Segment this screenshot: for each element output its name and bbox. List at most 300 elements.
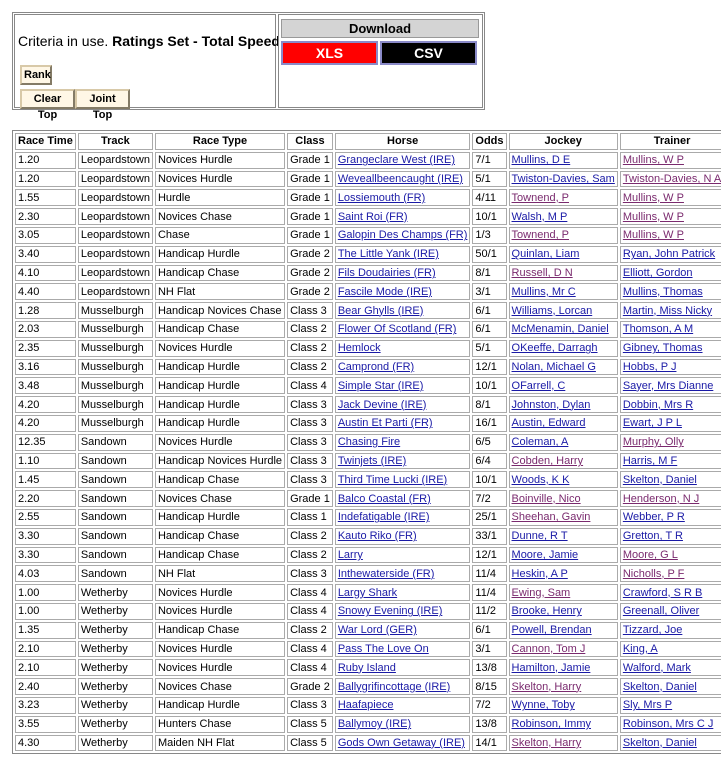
- jockey-link[interactable]: Mullins, D E: [511, 154, 571, 167]
- class-cell: Grade 1: [287, 152, 333, 169]
- race-type-cell: Handicap Hurdle: [155, 359, 285, 376]
- class-cell: Class 5: [287, 716, 333, 733]
- trainer-link[interactable]: Twiston-Davies, N A: [622, 172, 721, 185]
- horse-link[interactable]: Austin Et Parti (FR): [337, 417, 433, 430]
- race-type-cell: Handicap Hurdle: [155, 396, 285, 413]
- trainer-link[interactable]: Skelton, Daniel: [622, 736, 697, 749]
- race-time-cell: 2.35: [15, 340, 76, 357]
- jockey-cell: [509, 716, 618, 733]
- jockey-cell: [509, 490, 618, 507]
- odds-cell: 10/1: [472, 208, 506, 225]
- track-cell: Leopardstown: [78, 189, 153, 206]
- odds-cell: 5/1: [472, 171, 506, 188]
- class-cell: Grade 2: [287, 678, 333, 695]
- table-row: [15, 396, 721, 413]
- horse-link[interactable]: Lossiemouth (FR): [337, 191, 426, 204]
- table-row: [15, 434, 721, 451]
- trainer-cell: [620, 716, 721, 733]
- trainer-link[interactable]: Moore, G L: [622, 548, 678, 561]
- trainer-link[interactable]: Tizzard, Joe: [622, 624, 683, 637]
- odds-cell: 11/2: [472, 603, 506, 620]
- track-cell: Musselburgh: [78, 415, 153, 432]
- trainer-link[interactable]: Mullins, W P: [622, 154, 684, 167]
- jockey-link[interactable]: Townend, P: [511, 191, 570, 204]
- jockey-link[interactable]: Brooke, Henry: [511, 605, 582, 618]
- odds-cell: 3/1: [472, 641, 506, 658]
- class-cell: Grade 2: [287, 283, 333, 300]
- trainer-link[interactable]: Elliott, Gordon: [622, 266, 693, 279]
- class-cell: Class 2: [287, 321, 333, 338]
- horse-link[interactable]: Fascile Mode (IRE): [337, 285, 432, 298]
- class-cell: Class 4: [287, 659, 333, 676]
- horse-link[interactable]: Snowy Evening (IRE): [337, 605, 443, 618]
- class-cell: Class 4: [287, 584, 333, 601]
- horse-cell: [335, 735, 471, 752]
- table-row: [15, 697, 721, 714]
- horse-link[interactable]: Balco Coastal (FR): [337, 492, 431, 505]
- odds-cell: 8/15: [472, 678, 506, 695]
- race-type-cell: Novices Chase: [155, 208, 285, 225]
- table-body: [15, 152, 721, 752]
- track-cell: Wetherby: [78, 697, 153, 714]
- class-cell: Grade 1: [287, 189, 333, 206]
- jockey-link[interactable]: Twiston-Davies, Sam: [511, 172, 615, 185]
- horse-cell: [335, 171, 471, 188]
- odds-cell: 8/1: [472, 265, 506, 282]
- race-type-cell: Novices Hurdle: [155, 659, 285, 676]
- odds-cell: 11/4: [472, 584, 506, 601]
- jockey-link[interactable]: Townend, P: [511, 229, 570, 242]
- table-row: [15, 622, 721, 639]
- race-time-cell: 4.40: [15, 283, 76, 300]
- jockey-link[interactable]: Mullins, Mr C: [511, 285, 576, 298]
- trainer-cell: [620, 509, 721, 526]
- horse-cell: [335, 265, 471, 282]
- horse-link[interactable]: Bear Ghylls (IRE): [337, 304, 424, 317]
- trainer-link[interactable]: Ryan, John Patrick: [622, 248, 716, 261]
- trainer-link[interactable]: Murphy, Olly: [622, 436, 684, 449]
- trainer-cell: [620, 641, 721, 658]
- trainer-cell: [620, 528, 721, 545]
- track-cell: Sandown: [78, 565, 153, 582]
- trainer-link[interactable]: Ewart, J P L: [622, 417, 682, 430]
- trainer-cell: [620, 340, 721, 357]
- csv-download-button[interactable]: CSV: [380, 41, 477, 65]
- odds-cell: 16/1: [472, 415, 506, 432]
- table-row: [15, 528, 721, 545]
- rank-button[interactable]: Rank: [20, 65, 52, 85]
- race-time-cell: 4.10: [15, 265, 76, 282]
- jockey-link[interactable]: Skelton, Harry: [511, 680, 582, 693]
- table-row: [15, 415, 721, 432]
- jockey-link[interactable]: Russell, D N: [511, 266, 573, 279]
- race-time-cell: 4.20: [15, 396, 76, 413]
- race-type-cell: Handicap Chase: [155, 622, 285, 639]
- trainer-cell: [620, 152, 721, 169]
- horse-link[interactable]: Inthewaterside (FR): [337, 567, 435, 580]
- odds-cell: 10/1: [472, 377, 506, 394]
- race-type-cell: Novices Hurdle: [155, 641, 285, 658]
- horse-link[interactable]: Ruby Island: [337, 661, 396, 674]
- odds-cell: 6/5: [472, 434, 506, 451]
- race-type-cell: Handicap Novices Hurdle: [155, 453, 285, 470]
- trainer-link[interactable]: Hobbs, P J: [622, 360, 677, 373]
- horse-link[interactable]: Grangeclare West (IRE): [337, 154, 455, 167]
- track-cell: Musselburgh: [78, 302, 153, 319]
- race-time-cell: 3.30: [15, 547, 76, 564]
- race-time-cell: 3.48: [15, 377, 76, 394]
- odds-cell: 8/1: [472, 396, 506, 413]
- table-row: [15, 152, 721, 169]
- trainer-link[interactable]: Mullins, W P: [622, 229, 684, 242]
- track-cell: Sandown: [78, 509, 153, 526]
- race-type-cell: Handicap Hurdle: [155, 377, 285, 394]
- horse-link[interactable]: Haafapiece: [337, 699, 394, 712]
- race-time-cell: 3.30: [15, 528, 76, 545]
- jockey-link[interactable]: Quinlan, Liam: [511, 248, 580, 261]
- odds-cell: 5/1: [472, 340, 506, 357]
- race-type-cell: Novices Hurdle: [155, 340, 285, 357]
- jockey-link[interactable]: Skelton, Harry: [511, 736, 582, 749]
- class-cell: Grade 1: [287, 227, 333, 244]
- class-cell: Grade 1: [287, 490, 333, 507]
- jockey-link[interactable]: Coleman, A: [511, 436, 569, 449]
- horse-link[interactable]: Ballygrifincottage (IRE): [337, 680, 451, 693]
- track-cell: Sandown: [78, 453, 153, 470]
- race-type-cell: Handicap Novices Chase: [155, 302, 285, 319]
- race-time-cell: 1.45: [15, 471, 76, 488]
- jockey-link[interactable]: Hamilton, Jamie: [511, 661, 591, 674]
- jockey-link[interactable]: Cannon, Tom J: [511, 642, 586, 655]
- odds-cell: 50/1: [472, 246, 506, 263]
- race-time-cell: 3.40: [15, 246, 76, 263]
- race-type-cell: Novices Hurdle: [155, 171, 285, 188]
- horse-cell: [335, 528, 471, 545]
- table-row: [15, 490, 721, 507]
- jockey-link[interactable]: Moore, Jamie: [511, 548, 579, 561]
- race-type-cell: Handicap Chase: [155, 471, 285, 488]
- jockey-cell: [509, 377, 618, 394]
- jockey-link[interactable]: Cobden, Harry: [511, 454, 584, 467]
- jockey-link[interactable]: OFarrell, C: [511, 379, 566, 392]
- track-cell: Wetherby: [78, 603, 153, 620]
- race-time-cell: 1.00: [15, 603, 76, 620]
- track-cell: Leopardstown: [78, 171, 153, 188]
- horse-link[interactable]: Simple Star (IRE): [337, 379, 424, 392]
- jockey-cell: [509, 265, 618, 282]
- trainer-cell: [620, 246, 721, 263]
- header-odds[interactable]: Odds: [472, 133, 506, 150]
- horse-link[interactable]: Weveallbeencaught (IRE): [337, 172, 463, 185]
- trainer-cell: [620, 359, 721, 376]
- horse-cell: [335, 490, 471, 507]
- trainer-cell: [620, 622, 721, 639]
- race-time-cell: 3.16: [15, 359, 76, 376]
- header-track[interactable]: Track: [78, 133, 153, 150]
- horse-link[interactable]: Hemlock: [337, 342, 381, 355]
- horse-link[interactable]: Pass The Love On: [337, 642, 429, 655]
- horse-link[interactable]: Camprond (FR): [337, 360, 415, 373]
- table-row: [15, 377, 721, 394]
- jockey-cell: [509, 453, 618, 470]
- table-row: [15, 283, 721, 300]
- trainer-link[interactable]: Gibney, Thomas: [622, 342, 703, 355]
- trainer-cell: [620, 434, 721, 451]
- horse-link[interactable]: Chasing Fire: [337, 436, 401, 449]
- race-time-cell: 3.05: [15, 227, 76, 244]
- track-cell: Leopardstown: [78, 208, 153, 225]
- jockey-link[interactable]: Robinson, Immy: [511, 718, 592, 731]
- odds-cell: 13/8: [472, 659, 506, 676]
- jockey-link[interactable]: Boinville, Nico: [511, 492, 581, 505]
- trainer-cell: [620, 415, 721, 432]
- class-cell: Class 2: [287, 547, 333, 564]
- jockey-link[interactable]: Nolan, Michael G: [511, 360, 596, 373]
- table-row: [15, 321, 721, 338]
- jockey-cell: [509, 283, 618, 300]
- race-type-cell: Novices Hurdle: [155, 152, 285, 169]
- odds-cell: 3/1: [472, 283, 506, 300]
- xls-download-button[interactable]: XLS: [281, 41, 378, 65]
- class-cell: Class 3: [287, 396, 333, 413]
- header-class[interactable]: Class: [287, 133, 333, 150]
- horse-cell: [335, 453, 471, 470]
- jockey-cell: [509, 603, 618, 620]
- trainer-link[interactable]: Thomson, A M: [622, 323, 694, 336]
- table-row: [15, 171, 721, 188]
- track-cell: Musselburgh: [78, 321, 153, 338]
- horse-link[interactable]: Saint Roi (FR): [337, 210, 408, 223]
- trainer-cell: [620, 471, 721, 488]
- race-time-cell: 2.40: [15, 678, 76, 695]
- horse-cell: [335, 434, 471, 451]
- horse-link[interactable]: Fils Doudairies (FR): [337, 266, 436, 279]
- trainer-link[interactable]: King, A: [622, 642, 658, 655]
- track-cell: Wetherby: [78, 678, 153, 695]
- jockey-cell: [509, 509, 618, 526]
- jockey-link[interactable]: McMenamin, Daniel: [511, 323, 609, 336]
- race-time-cell: 2.10: [15, 641, 76, 658]
- race-type-cell: NH Flat: [155, 565, 285, 582]
- race-time-cell: 3.55: [15, 716, 76, 733]
- trainer-cell: [620, 490, 721, 507]
- class-cell: Grade 1: [287, 208, 333, 225]
- download-panel: [278, 14, 483, 108]
- race-time-cell: 2.55: [15, 509, 76, 526]
- jockey-cell: [509, 584, 618, 601]
- horse-cell: [335, 603, 471, 620]
- class-cell: Class 1: [287, 509, 333, 526]
- track-cell: Leopardstown: [78, 152, 153, 169]
- header-race-time[interactable]: Race Time: [15, 133, 76, 150]
- horse-link[interactable]: Ballymoy (IRE): [337, 718, 412, 731]
- horse-cell: [335, 678, 471, 695]
- horse-cell: [335, 302, 471, 319]
- race-time-cell: 4.20: [15, 415, 76, 432]
- horse-link[interactable]: Largy Shark: [337, 586, 398, 599]
- trainer-link[interactable]: Mullins, W P: [622, 191, 684, 204]
- trainer-link[interactable]: Sly, Mrs P: [622, 699, 673, 712]
- jockey-link[interactable]: Johnston, Dylan: [511, 398, 591, 411]
- trainer-link[interactable]: Walford, Mark: [622, 661, 691, 674]
- track-cell: Wetherby: [78, 641, 153, 658]
- trainer-link[interactable]: Greenall, Oliver: [622, 605, 700, 618]
- horse-cell: [335, 227, 471, 244]
- horse-link[interactable]: Larry: [337, 548, 363, 561]
- table-row: [15, 471, 721, 488]
- odds-cell: 1/3: [472, 227, 506, 244]
- horse-cell: [335, 152, 471, 169]
- race-time-cell: 2.30: [15, 208, 76, 225]
- horse-link[interactable]: Jack Devine (IRE): [337, 398, 427, 411]
- jockey-cell: [509, 565, 618, 582]
- track-cell: Musselburgh: [78, 359, 153, 376]
- trainer-link[interactable]: Nicholls, P F: [622, 567, 685, 580]
- jockey-link[interactable]: Walsh, M P: [511, 210, 568, 223]
- criteria-prefix: Criteria in use.: [18, 33, 109, 49]
- trainer-link[interactable]: Gretton, T R: [622, 530, 683, 543]
- trainer-link[interactable]: Skelton, Daniel: [622, 680, 697, 693]
- horse-link[interactable]: Indefatigable (IRE): [337, 511, 430, 524]
- track-cell: Leopardstown: [78, 227, 153, 244]
- jockey-link[interactable]: Wynne, Toby: [511, 699, 575, 712]
- jockey-link[interactable]: Dunne, R T: [511, 530, 568, 543]
- odds-cell: 7/2: [472, 697, 506, 714]
- trainer-link[interactable]: Dobbin, Mrs R: [622, 398, 694, 411]
- track-cell: Wetherby: [78, 622, 153, 639]
- horse-cell: [335, 547, 471, 564]
- trainer-link[interactable]: Martin, Miss Nicky: [622, 304, 713, 317]
- horse-link[interactable]: Kauto Riko (FR): [337, 530, 417, 543]
- results-table: [12, 130, 721, 754]
- trainer-link[interactable]: Robinson, Mrs C J: [622, 718, 714, 731]
- jockey-cell: [509, 171, 618, 188]
- jockey-link[interactable]: Woods, K K: [511, 473, 570, 486]
- odds-cell: 33/1: [472, 528, 506, 545]
- class-cell: Grade 1: [287, 171, 333, 188]
- horse-cell: [335, 396, 471, 413]
- race-type-cell: Novices Hurdle: [155, 603, 285, 620]
- trainer-cell: [620, 189, 721, 206]
- trainer-link[interactable]: Mullins, Thomas: [622, 285, 703, 298]
- trainer-cell: [620, 659, 721, 676]
- race-type-cell: Novices Chase: [155, 678, 285, 695]
- horse-link[interactable]: Flower Of Scotland (FR): [337, 323, 457, 336]
- class-cell: Class 3: [287, 565, 333, 582]
- joint-top-button[interactable]: Joint Top: [75, 89, 130, 109]
- jockey-cell: [509, 528, 618, 545]
- trainer-cell: [620, 584, 721, 601]
- class-cell: Class 3: [287, 697, 333, 714]
- horse-cell: [335, 321, 471, 338]
- class-cell: Class 5: [287, 735, 333, 752]
- horse-link[interactable]: Gods Own Getaway (IRE): [337, 736, 465, 749]
- trainer-link[interactable]: Harris, M F: [622, 454, 678, 467]
- track-cell: Sandown: [78, 490, 153, 507]
- jockey-cell: [509, 227, 618, 244]
- trainer-link[interactable]: Mullins, W P: [622, 210, 684, 223]
- class-cell: Class 4: [287, 377, 333, 394]
- trainer-link[interactable]: Crawford, S R B: [622, 586, 703, 599]
- horse-link[interactable]: War Lord (GER): [337, 624, 417, 637]
- clear-top-button[interactable]: Clear Top: [20, 89, 75, 109]
- jockey-cell: [509, 396, 618, 413]
- class-cell: Class 2: [287, 340, 333, 357]
- criteria-value: Ratings Set - Total Speed: [112, 33, 280, 49]
- race-type-cell: NH Flat: [155, 283, 285, 300]
- jockey-cell: [509, 189, 618, 206]
- track-cell: Wetherby: [78, 584, 153, 601]
- track-cell: Leopardstown: [78, 265, 153, 282]
- horse-cell: [335, 584, 471, 601]
- class-cell: Class 3: [287, 302, 333, 319]
- jockey-link[interactable]: OKeeffe, Darragh: [511, 342, 598, 355]
- track-cell: Wetherby: [78, 716, 153, 733]
- table-row: [15, 678, 721, 695]
- jockey-link[interactable]: Powell, Brendan: [511, 624, 592, 637]
- jockey-cell: [509, 641, 618, 658]
- table-row: [15, 359, 721, 376]
- jockey-cell: [509, 471, 618, 488]
- race-type-cell: Handicap Hurdle: [155, 415, 285, 432]
- jockey-link[interactable]: Ewing, Sam: [511, 586, 571, 599]
- download-title: Download: [281, 19, 479, 38]
- table-row: [15, 584, 721, 601]
- jockey-link[interactable]: Heskin, A P: [511, 567, 568, 580]
- criteria-panel: [14, 14, 280, 121]
- race-time-cell: 2.03: [15, 321, 76, 338]
- trainer-link[interactable]: Sayer, Mrs Dianne: [622, 379, 714, 392]
- horse-cell: [335, 189, 471, 206]
- trainer-link[interactable]: Henderson, N J: [622, 492, 700, 505]
- horse-cell: [335, 565, 471, 582]
- horse-cell: [335, 283, 471, 300]
- race-time-cell: 1.20: [15, 171, 76, 188]
- horse-link[interactable]: Twinjets (IRE): [337, 454, 407, 467]
- class-cell: Class 3: [287, 434, 333, 451]
- class-cell: Grade 2: [287, 246, 333, 263]
- header-trainer[interactable]: Trainer: [620, 133, 721, 150]
- jockey-link[interactable]: Sheehan, Gavin: [511, 511, 591, 524]
- race-type-cell: Handicap Chase: [155, 321, 285, 338]
- horse-cell: [335, 509, 471, 526]
- header-jockey[interactable]: Jockey: [509, 133, 618, 150]
- header-horse[interactable]: Horse: [335, 133, 471, 150]
- race-type-cell: Handicap Hurdle: [155, 246, 285, 263]
- race-time-cell: 1.00: [15, 584, 76, 601]
- class-cell: Class 2: [287, 359, 333, 376]
- horse-link[interactable]: The Little Yank (IRE): [337, 248, 439, 261]
- trainer-link[interactable]: Skelton, Daniel: [622, 473, 697, 486]
- trainer-cell: [620, 735, 721, 752]
- horse-cell: [335, 359, 471, 376]
- jockey-cell: [509, 246, 618, 263]
- odds-cell: 7/1: [472, 152, 506, 169]
- trainer-cell: [620, 302, 721, 319]
- trainer-link[interactable]: Webber, P R: [622, 511, 685, 524]
- table-row: [15, 453, 721, 470]
- header-race-type[interactable]: Race Type: [155, 133, 285, 150]
- jockey-cell: [509, 547, 618, 564]
- horse-link[interactable]: Third Time Lucki (IRE): [337, 473, 448, 486]
- jockey-link[interactable]: Austin, Edward: [511, 417, 586, 430]
- jockey-cell: [509, 321, 618, 338]
- horse-link[interactable]: Galopin Des Champs (FR): [337, 229, 468, 242]
- jockey-link[interactable]: Williams, Lorcan: [511, 304, 593, 317]
- trainer-cell: [620, 265, 721, 282]
- track-cell: Musselburgh: [78, 396, 153, 413]
- track-cell: Leopardstown: [78, 246, 153, 263]
